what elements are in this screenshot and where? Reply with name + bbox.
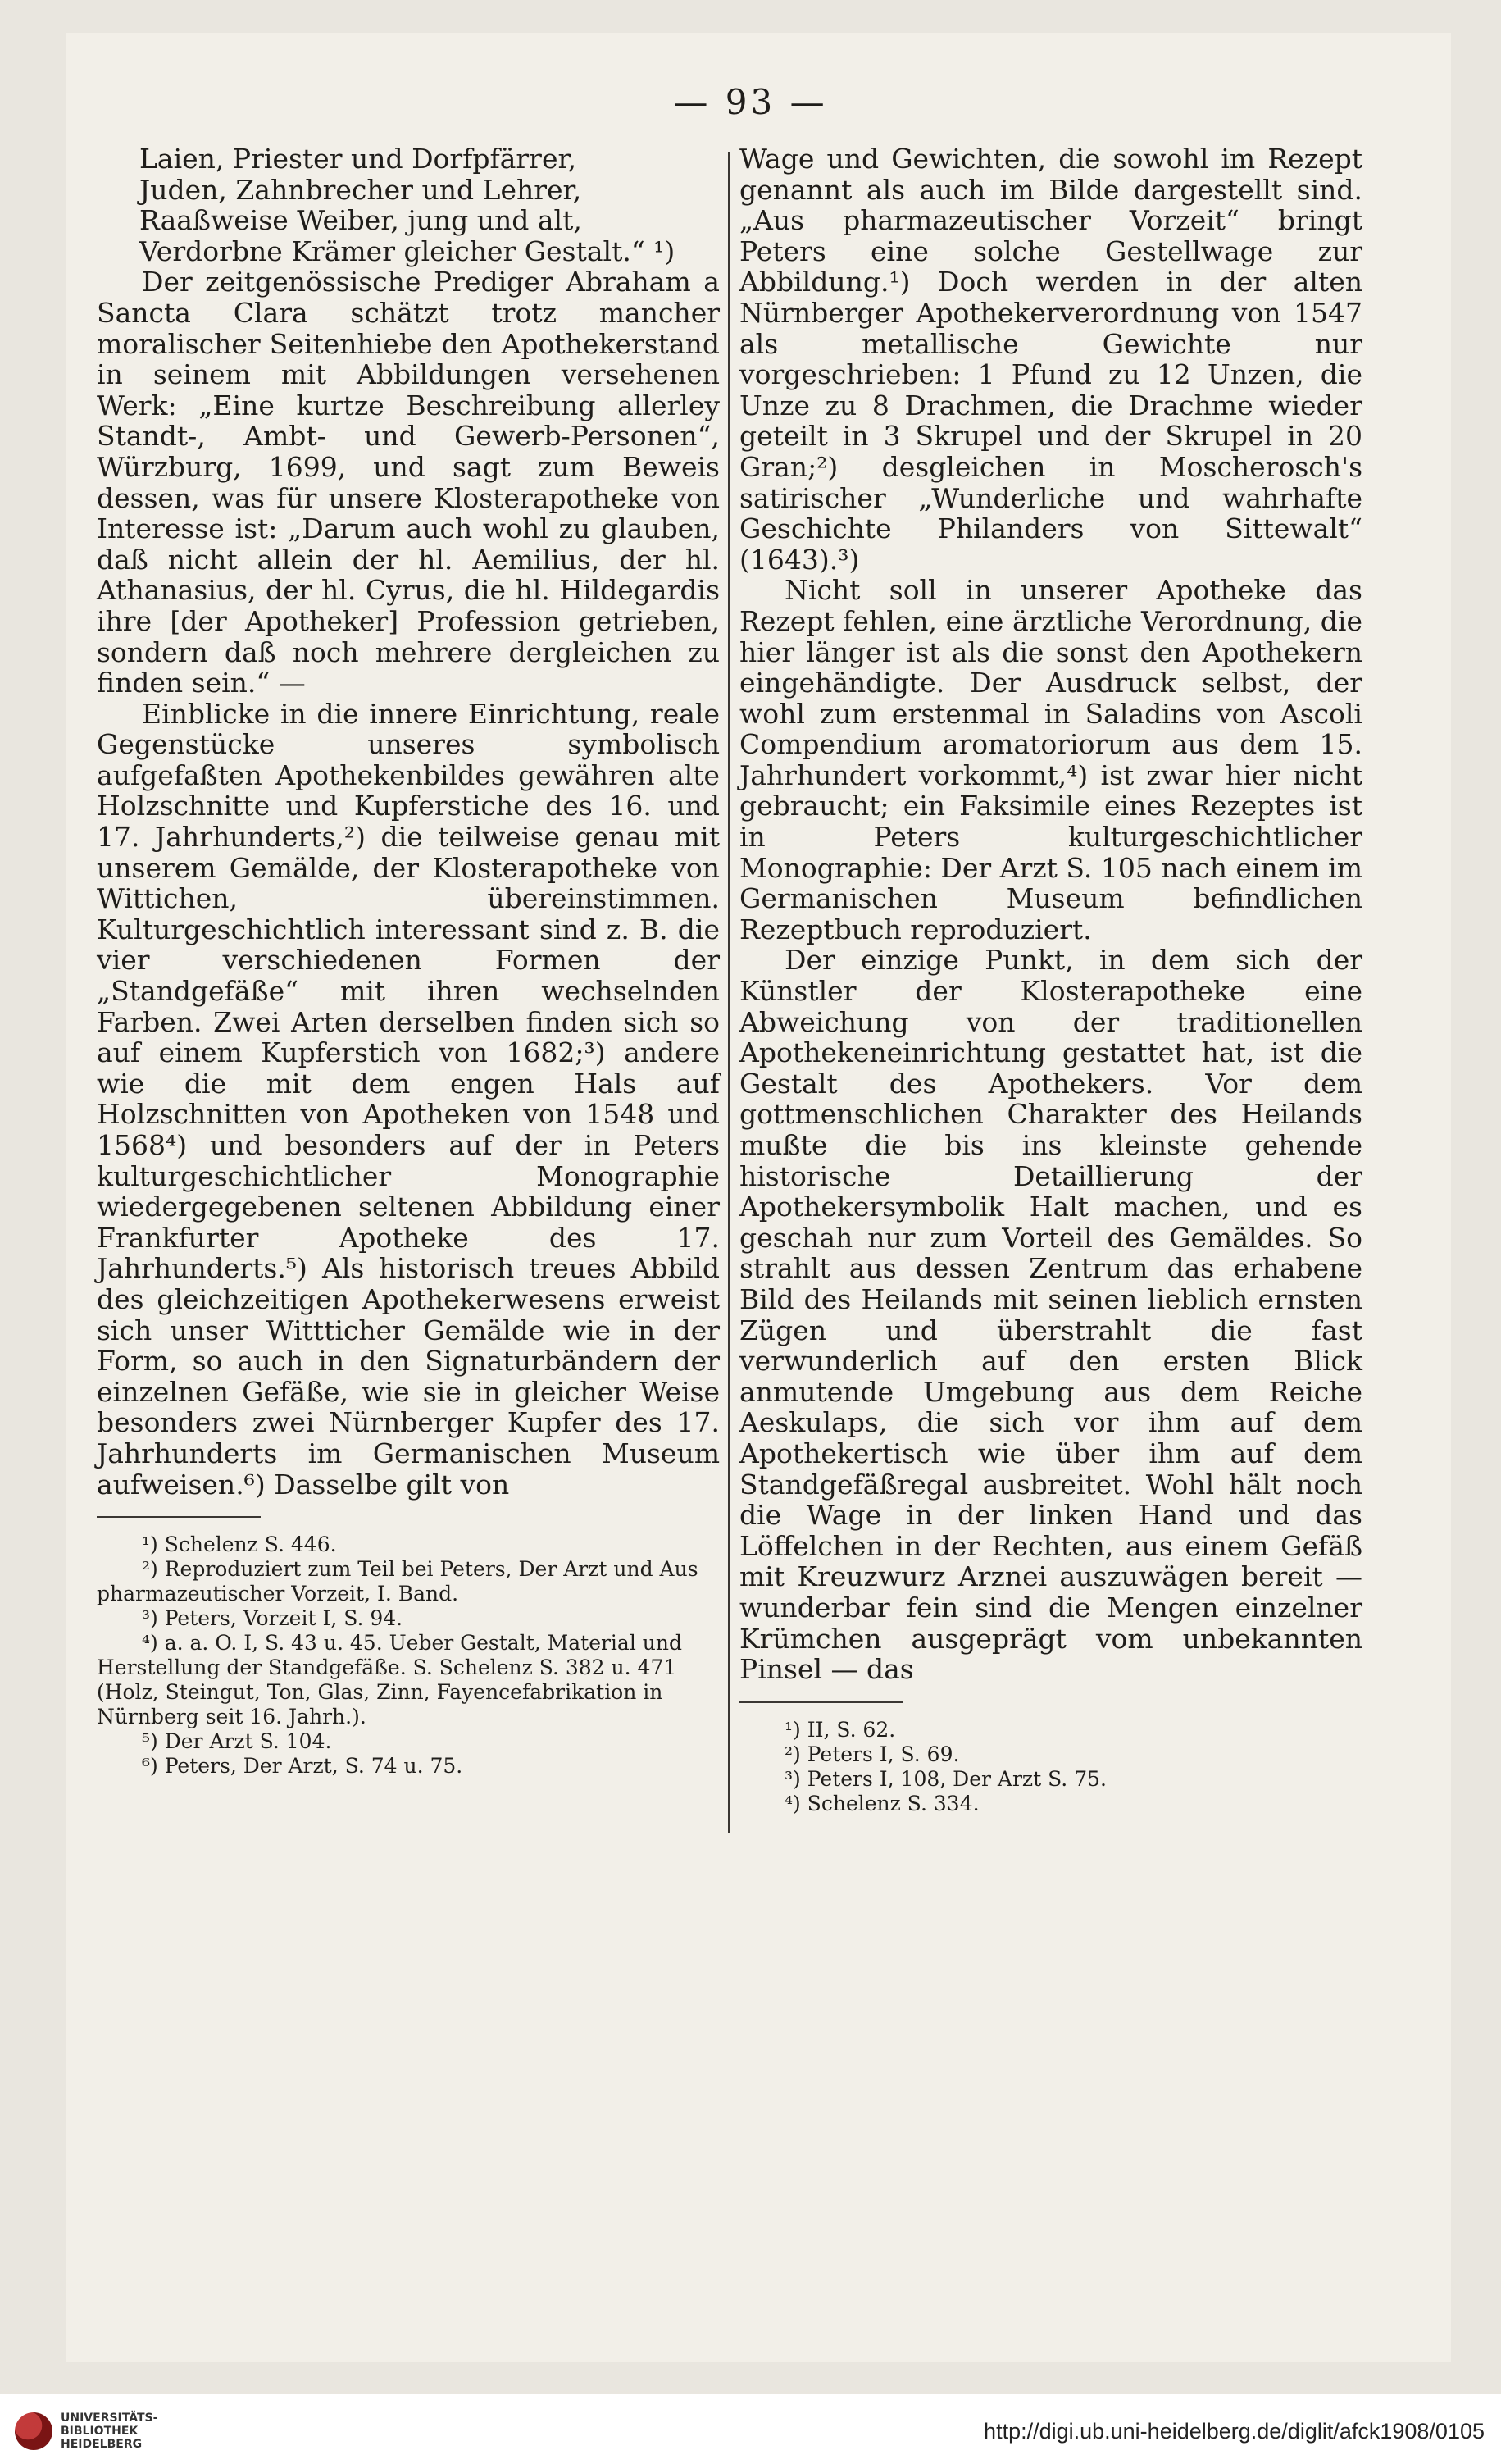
logo-text (61, 2412, 157, 2451)
page-number: — 93 — (673, 82, 828, 122)
right-column (739, 143, 1362, 1816)
verse-line: Raaßweise Weiber, jung und alt, (139, 204, 582, 237)
verse-line: Juden, Zahnbrecher und Lehrer, (139, 173, 582, 206)
footnote-separator (739, 1701, 903, 1703)
verse-line: Laien, Priester und Dorfpfärrer, (139, 143, 577, 175)
paragraph: Einblicke in die innere Einrichtung, reale Gegenstücke unseres symbolisch aufgefaßten Apothekenbildes gewähren alte Holzschnitte und Kupferstiche des 16. und 17. Jahrhunderts,²) die teilweise genau mit unserem Gemälde, der Klosterapotheke von Wittichen, übereinstimmen. Kulturgeschichtlich interessant sind z. B. die vier verschiedenen Formen der „Standgefäße“ mit ihren wechselnden Farben. Zwei Arten derselben finden sich so auf einem Kupferstich von 1682;³) andere wie die mit dem engen Hals auf Holzschnitten von Apotheken von 1548 und 1568⁴) und besonders auf der in Peters kulturgeschichtlicher Monographie wiedergegebenen seltenen Abbildung einer Frankfurter Apotheke des 17. Jahrhunderts.⁵) Als historisch treues Abbild des gleichzeitigen Apothekerwesens erweist sich unser Wittticher Gemälde wie in der Form, so auch in den Signaturbändern der einzelnen Gefäße, wie sie in gleicher Weise besonders zwei Nürnberger Kupfer des 17. Jahrhunderts im Germanischen Museum aufweisen.⁶) Dasselbe gilt von (97, 697, 720, 1501)
seal-icon (15, 2412, 52, 2450)
left-column (97, 143, 720, 1779)
footnote: ³) Peters I, 108, Der Arzt S. 75. (785, 1766, 1107, 1791)
footnote: ⁶) Peters, Der Arzt, S. 74 u. 75. (142, 1754, 463, 1779)
verse-line: Verdorbne Krämer gleicher Gestalt.“ ¹) (139, 235, 675, 267)
column-rule (728, 152, 730, 1833)
footnote: ¹) II, S. 62. (785, 1717, 896, 1742)
logo-line: BIBLIOTHEK (61, 2425, 139, 2438)
paragraph: Der zeitgenössische Prediger Abraham a Sancta Clara schätzt trotz mancher moralischer Seitenhiebe den Apothekerstand in seinem mit Abbildungen versehenen Werk: „Eine kurtze Beschreibung allerley Standt-, Ambt- und Gewerb-Personen“, Würzburg, 1699, und sagt zum Beweis dessen, was für unsere Klosterapotheke von Interesse ist: „Darum auch wohl zu glauben, daß nicht allein der hl. Aemilius, der hl. Athanasius, der hl. Cyrus, die hl. Hildegardis ihre [der Apotheker] Profession getrieben, sondern daß noch mehrere dergleichen zu finden sein.“ — (97, 266, 720, 699)
paragraph: Der einzige Punkt, in dem sich der Künstler der Klosterapotheke eine Abweichung von der traditionellen Apothekeneinrichtung gestattet hat, ist die Gestalt des Apothekers. Vor dem gottmenschlichen Charakter des Heilands mußte die bis ins kleinste gehende historische Detaillierung der Apothekersymbolik Halt machen, und es geschah nur zum Vorteil des Gemäldes. So strahlt aus dessen Zentrum das erhabene Bild des Heilands mit seinen lieblich ernsten Zügen und überstrahlt die fast verwunderlich auf den ersten Blick anmutende Umgebung aus dem Reiche Aeskulaps, die sich vor ihm auf dem Apothekertisch wie über ihm auf dem Standgefäßregal ausbreitet. Wohl hält noch die Wage in der linken Hand und das Löffelchen in der Rechten, aus einem Gefäß mit Kreuzwurz Arznei auszuwägen bereit — wunderbar fein sind die Mengen einzelner Krümchen ausgeprägt vom unbekannten Pinsel — das (739, 944, 1362, 1686)
footnote: ⁴) Schelenz S. 334. (785, 1791, 980, 1815)
logo-line: HEIDELBERG (61, 2438, 143, 2451)
paragraph: Nicht soll in unserer Apotheke das Rezept fehlen, eine ärztliche Verordnung, die hier länger ist als die sonst den Apothekern eingehändigte. Der Ausdruck selbst, der wohl zum erstenmal in Saladins von Ascoli Compendium aromatoriorum aus dem 15. Jahrhundert vorkommt,⁴) ist zwar hier nicht gebraucht; ein Faksimile eines Rezeptes ist in Peters kulturgeschichtlicher Monographie: Der Arzt S. 105 nach einem im Germanischen Museum befindlichen Rezeptbuch reproduziert. (739, 574, 1362, 945)
footnote: ²) Peters I, S. 69. (785, 1742, 960, 1766)
paragraph: Wage und Gewichten, die sowohl im Rezept genannt als auch im Bilde dargestellt sind. „Aus pharmazeutischer Vorzeit“ bringt Peters eine solche Gestellwage zur Abbildung.¹) Doch werden in der alten Nürnberger Apothekerverordnung von 1547 als metallische Gewichte nur vorgeschrieben: 1 Pfund zu 12 Unzen, die Unze zu 8 Drachmen, die Drachme wieder geteilt in 3 Skrupel und der Skrupel in 20 Gran;²) desgleichen in Moscherosch's satirischer „Wunderliche und wahrhafte Geschichte Philanders von Sittewalt“ (1643).³) (739, 143, 1362, 576)
footnote: ¹) Schelenz S. 446. (142, 1533, 337, 1557)
footnote: ⁵) Der Arzt S. 104. (142, 1729, 332, 1754)
viewer-footer (0, 2394, 1501, 2464)
logo-line: UNIVERSITÄTS- (61, 2412, 158, 2425)
footnote: ³) Peters, Vorzeit I, S. 94. (142, 1606, 403, 1631)
footnote-separator (97, 1516, 261, 1518)
library-logo[interactable] (15, 2403, 228, 2460)
source-url-link[interactable]: http://digi.ub.uni-heidelberg.de/diglit/afck1908/0105 (984, 2419, 1485, 2444)
footnote: ⁴) a. a. O. I, S. 43 u. 45. Ueber Gestalt, Material und Herstellung der Standgefäße. S. Schelenz S. 382 u. 471 (Holz, Steingut, Ton, Glas, Zinn, Fayencefabrikation in Nürnberg seit 16. Jahrh.). (97, 1631, 682, 1729)
footnote: ²) Reproduziert zum Teil bei Peters, Der Arzt und Aus pharmazeutischer Vorzeit, I. Band. (97, 1557, 698, 1606)
